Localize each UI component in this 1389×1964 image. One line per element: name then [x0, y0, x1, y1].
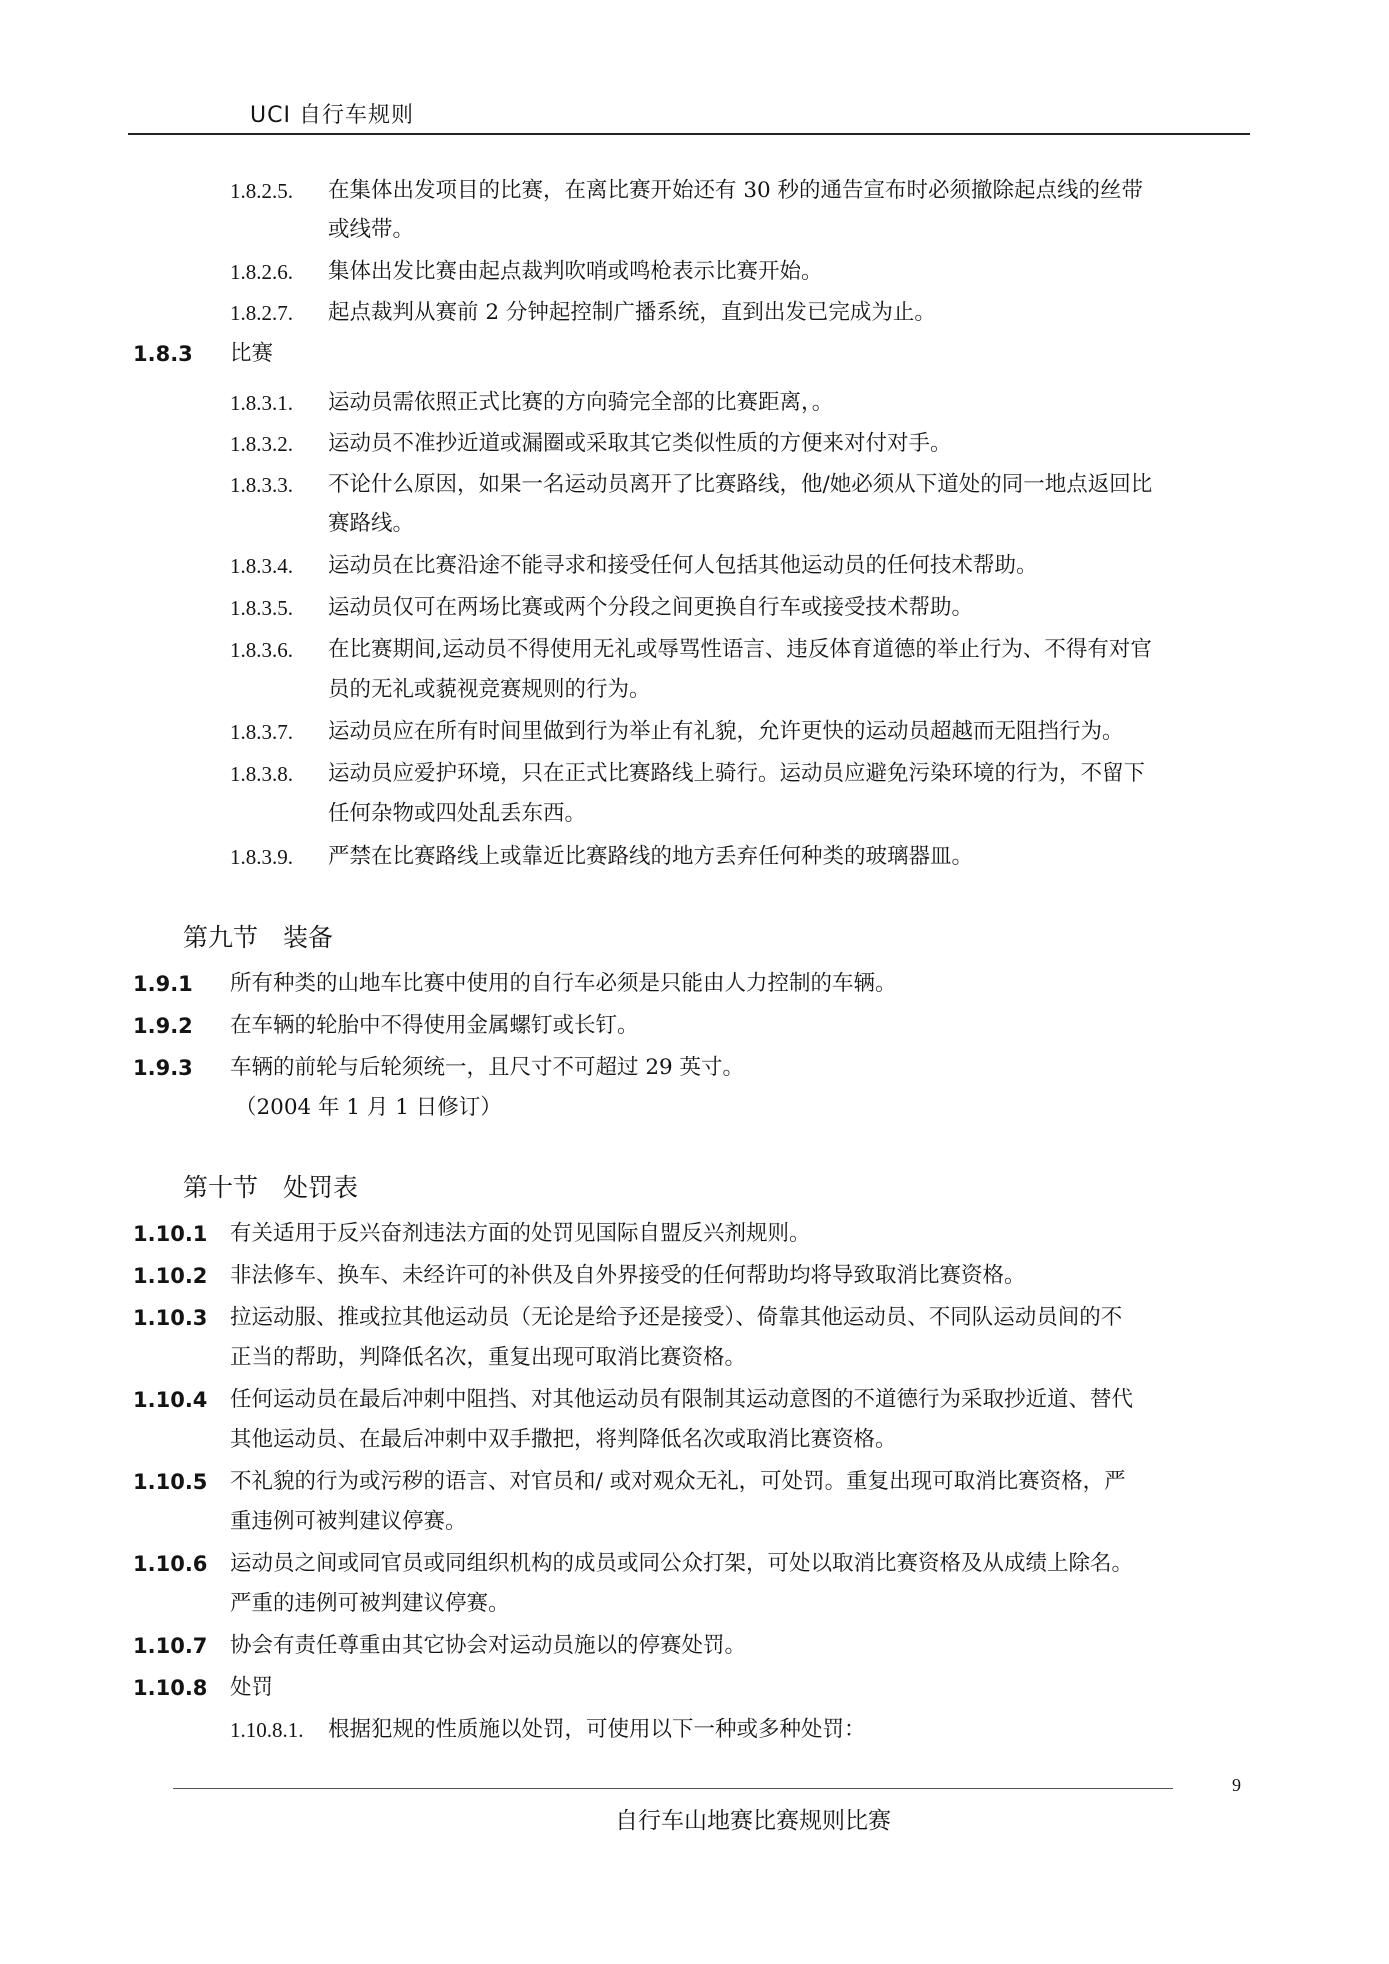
rule-number: 1.8.2.7. — [230, 301, 293, 325]
rule-text: 协会有责任尊重由其它协会对运动员施以的停赛处罚。 — [230, 1633, 747, 1658]
rule-number: 1.9.3 — [133, 1056, 193, 1080]
rule-number: 1.9.1 — [133, 972, 193, 996]
rule-text: 严禁在比赛路线上或靠近比赛路线的地方丢弃任何种类的玻璃器皿。 — [328, 844, 974, 869]
rule-number: 1.10.7 — [133, 1634, 208, 1658]
rule-text: 运动员仅可在两场比赛或两个分段之间更换自行车或接受技术帮助。 — [328, 595, 974, 620]
rule-number: 1.8.3.9. — [230, 845, 293, 869]
rule-number: 1.8.3.5. — [230, 596, 293, 620]
rule-number: 1.8.3.1. — [230, 391, 293, 415]
rule-number: 1.8.2.6. — [230, 260, 293, 284]
footer-title: 自行车山地赛比赛规则比赛 — [615, 1808, 891, 1834]
footer-divider — [173, 1788, 1173, 1789]
rule-text: 所有种类的山地车比赛中使用的自行车必须是只能由人力控制的车辆。 — [230, 971, 897, 996]
header-divider — [128, 133, 1250, 135]
rule-text: 运动员不准抄近道或漏圈或采取其它类似性质的方便来对付对手。 — [328, 431, 952, 456]
rule-text: 运动员之间或同官员或同组织机构的成员或同公众打架，可处以取消比赛资格及从成绩上除名。 — [230, 1551, 1134, 1576]
rule-text-continued: 任何杂物或四处乱丢东西。 — [328, 801, 587, 826]
rule-text: 非法修车、换车、未经许可的补供及自外界接受的任何帮助均将导致取消比赛资格。 — [230, 1263, 1026, 1288]
subsection-number: 1.10.8 — [133, 1676, 208, 1700]
rule-text: 运动员应在所有时间里做到行为举止有礼貌，允许更快的运动员超越而无阻挡行为。 — [328, 719, 1124, 744]
rule-number: 1.8.2.5. — [230, 179, 293, 203]
rule-text-continued: 或线带。 — [328, 217, 415, 242]
rule-text: 集体出发比赛由起点裁判吹哨或鸣枪表示比赛开始。 — [328, 259, 823, 284]
rule-number: 1.10.5 — [133, 1470, 208, 1494]
rule-text: 起点裁判从赛前 2 分钟起控制广播系统，直到出发已完成为止。 — [328, 300, 936, 325]
section-title: 第九节 装备 — [183, 923, 334, 952]
rule-text: 任何运动员在最后冲刺中阻挡、对其他运动员有限制其运动意图的不道德行为采取抄近道、替代 — [230, 1387, 1134, 1412]
rule-text: 运动员需依照正式比赛的方向骑完全部的比赛距离，。 — [328, 390, 834, 415]
rule-text: 有关适用于反兴奋剂违法方面的处罚见国际自盟反兴剂规则。 — [230, 1221, 811, 1246]
rule-number: 1.10.2 — [133, 1264, 208, 1288]
subsection-title: 比赛 — [230, 341, 274, 366]
revision-note: （2004 年 1 月 1 日修订） — [235, 1095, 502, 1120]
rule-number: 1.8.3.3. — [230, 473, 293, 497]
rule-text: 运动员在比赛沿途不能寻求和接受任何人包括其他运动员的任何技术帮助。 — [328, 553, 1038, 578]
rule-text: 车辆的前轮与后轮须统一，且尺寸不可超过 29 英寸。 — [230, 1055, 745, 1080]
rule-text-continued: 重违例可被判建议停赛。 — [230, 1509, 467, 1534]
rule-number: 1.10.4 — [133, 1388, 208, 1412]
rule-text-continued: 员的无礼或藐视竞赛规则的行为。 — [328, 677, 651, 702]
rule-number: 1.8.3.7. — [230, 720, 293, 744]
rule-text: 不礼貌的行为或污秽的语言、对官员和/ 或对观众无礼，可处罚。重复出现可取消比赛资格，严 — [230, 1469, 1126, 1494]
rule-number: 1.8.3.6. — [230, 638, 293, 662]
rule-number: 1.10.6 — [133, 1552, 208, 1576]
rule-number: 1.10.1 — [133, 1222, 208, 1246]
rule-number: 1.9.2 — [133, 1014, 193, 1038]
rule-text: 在车辆的轮胎中不得使用金属螺钉或长钉。 — [230, 1013, 639, 1038]
rule-number: 1.8.3.4. — [230, 554, 293, 578]
rule-text-continued: 正当的帮助，判降低名次，重复出现可取消比赛资格。 — [230, 1345, 747, 1370]
rule-text: 在比赛期间,运动员不得使用无礼或辱骂性语言、违反体育道德的举止行为、不得有对官 — [328, 637, 1152, 662]
rule-number: 1.8.3.2. — [230, 432, 293, 456]
rule-text: 在集体出发项目的比赛，在离比赛开始还有 30 秒的通告宣布时必须撤除起点线的丝带 — [328, 178, 1144, 203]
section-title: 第十节 处罚表 — [183, 1173, 359, 1202]
rule-text-continued: 其他运动员、在最后冲刺中双手撒把，将判降低名次或取消比赛资格。 — [230, 1427, 897, 1452]
rule-text-continued: 赛路线。 — [328, 511, 415, 536]
rule-text: 根据犯规的性质施以处罚，可使用以下一种或多种处罚： — [328, 1717, 866, 1742]
rule-number: 1.10.8.1. — [230, 1718, 304, 1742]
rule-number: 1.10.3 — [133, 1306, 208, 1330]
rule-text: 拉运动服、推或拉其他运动员（无论是给予还是接受）、倚靠其他运动员、不同队运动员间的不 — [230, 1305, 1123, 1330]
rule-number: 1.8.3.8. — [230, 762, 293, 786]
rule-text: 不论什么原因，如果一名运动员离开了比赛路线，他/她必须从下道处的同一地点返回比 — [328, 472, 1153, 497]
page-number: 9 — [1232, 1775, 1241, 1795]
subsection-title: 处罚 — [230, 1675, 274, 1700]
rule-text-continued: 严重的违例可被判建议停赛。 — [230, 1591, 510, 1616]
header-title: UCI 自行车规则 — [250, 103, 414, 128]
rule-text: 运动员应爱护环境，只在正式比赛路线上骑行。运动员应避免污染环境的行为，不留下 — [328, 761, 1146, 786]
subsection-number: 1.8.3 — [133, 342, 193, 366]
